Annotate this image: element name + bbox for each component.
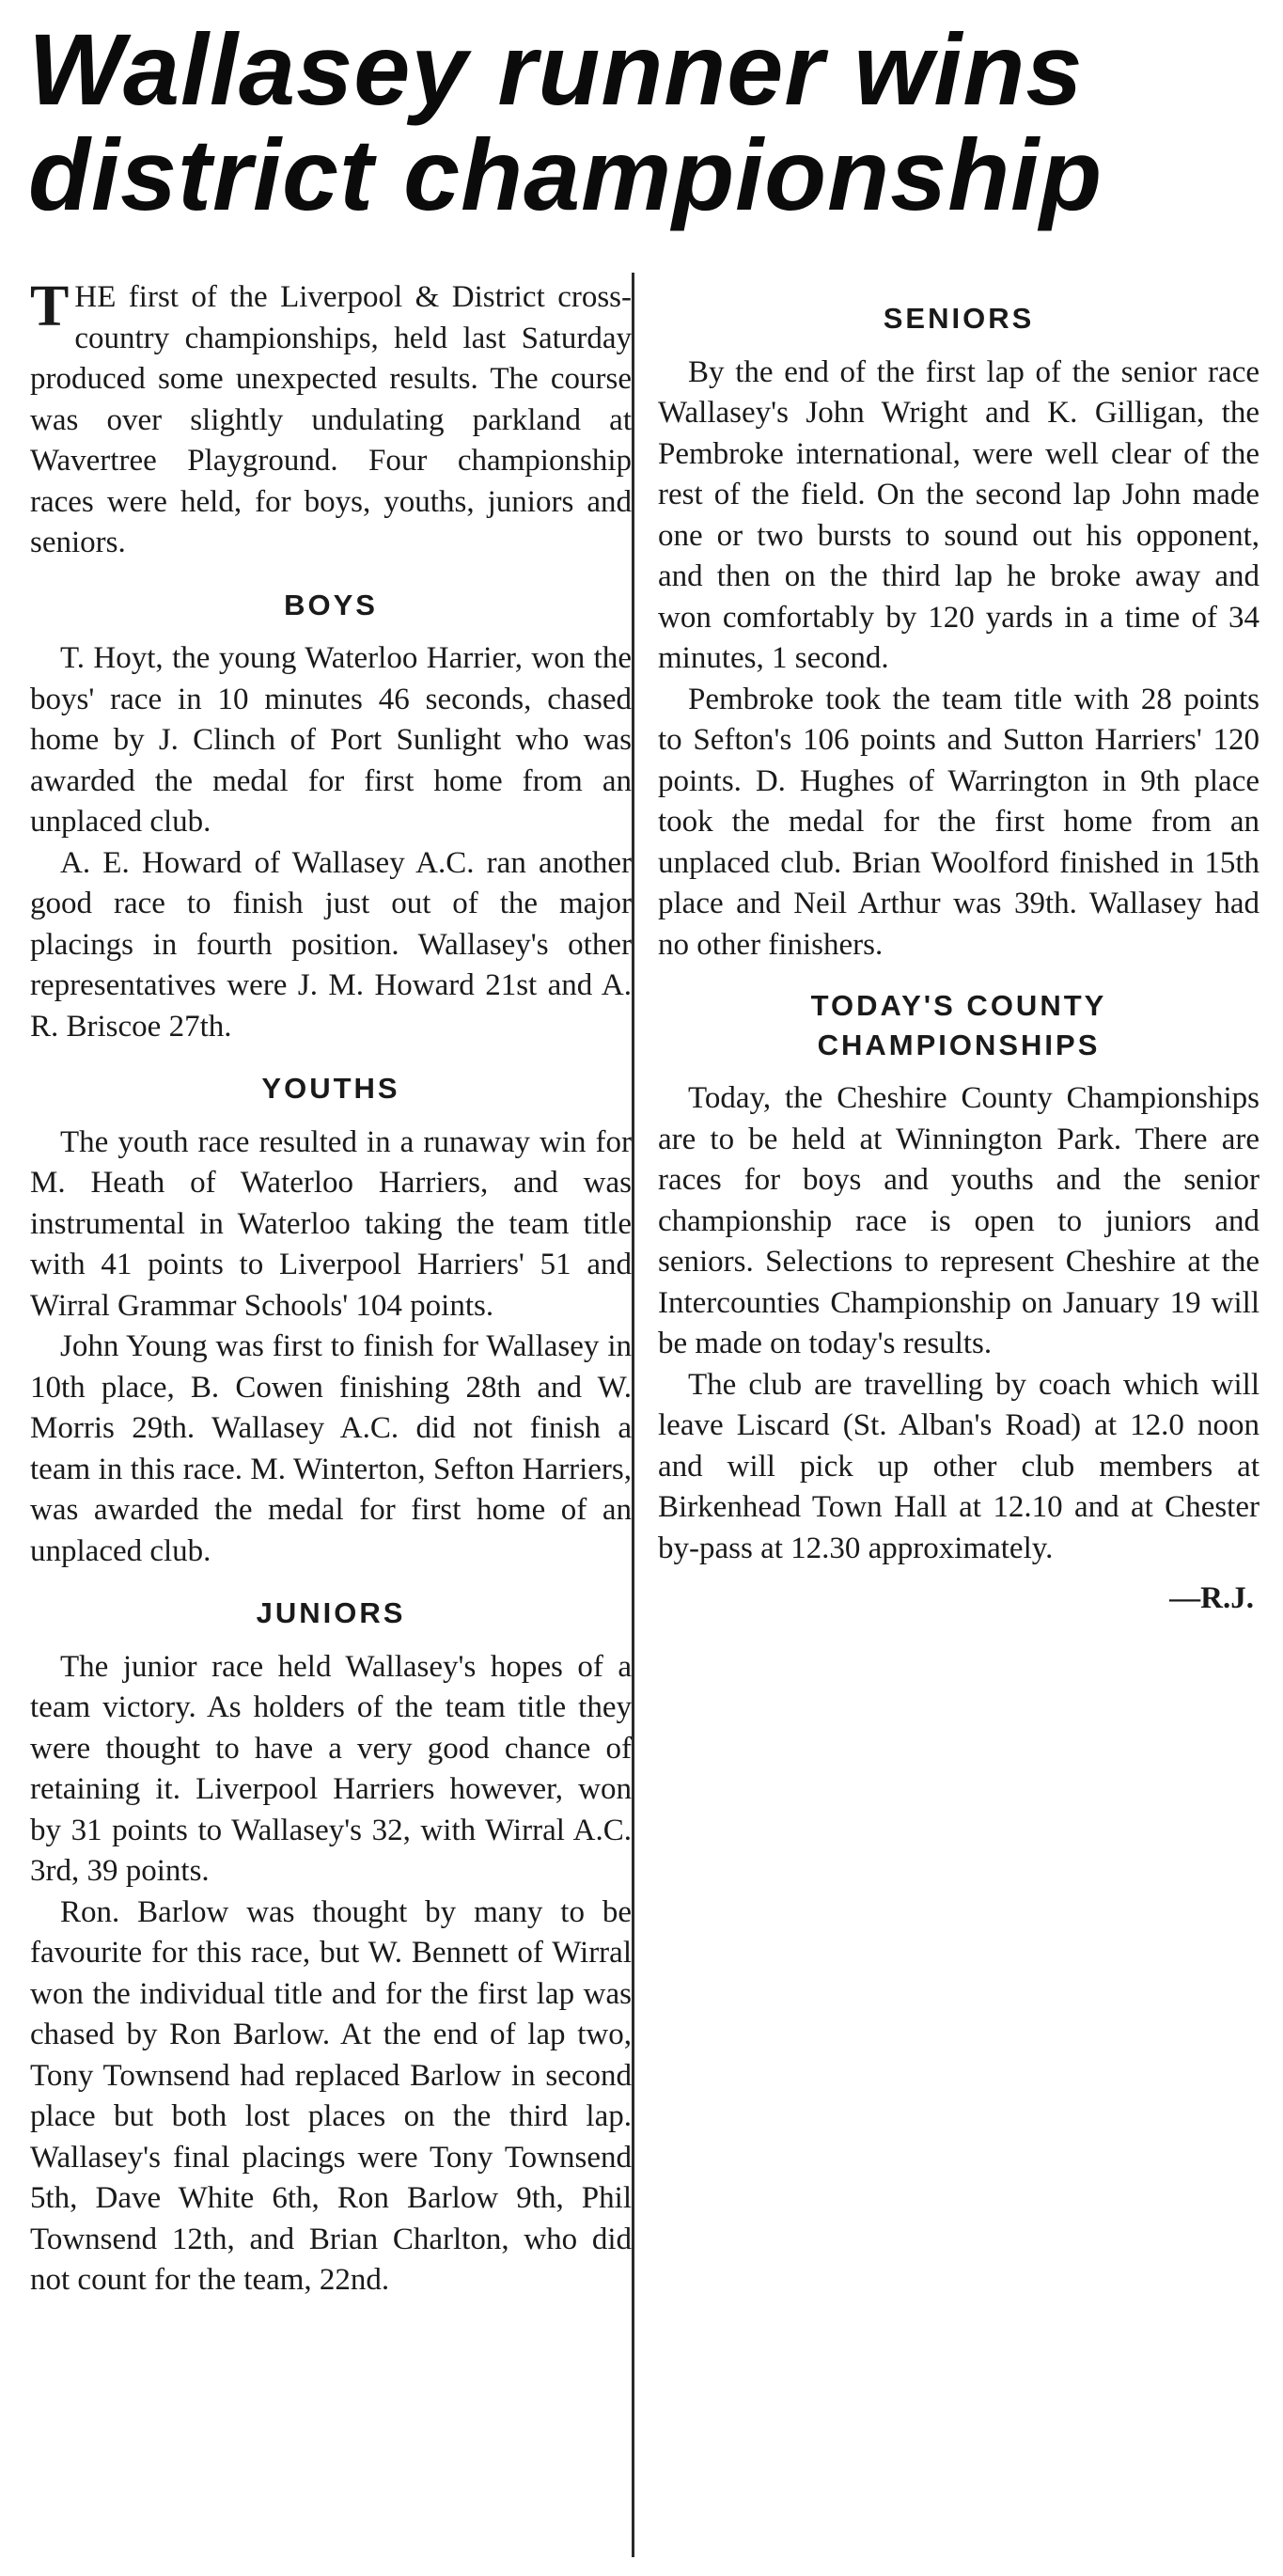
county-paragraph-1: Today, the Cheshire County Championships are to be held at Winnington Park. There are races for boys and youths and the senior championship race is open to juniors and seniors. Selections to represent Cheshire at the Intercounties Championship on January 19 will be made on today's results. [658,1081,1260,1360]
county-heading-line-1: TODAY'S COUNTY [810,989,1107,1022]
headline-line-2: district championship [28,118,1103,231]
column-divider [632,273,634,2557]
county-heading-line-2: CHAMPIONSHIPS [817,1029,1101,1061]
intro-paragraph [30,277,632,564]
drop-cap: T [30,275,70,338]
author-signature: —R.J. [1169,1581,1254,1615]
headline-line-1: Wallasey runner wins [28,12,1084,126]
youths-paragraph-1: The youth race resulted in a runaway win for M. Heath of Waterloo Harriers, and was instrumental in Waterloo taking the team title with 41 points to Liverpool Harriers' 51 and Wirral Grammar Schools' 104 points. [30,1124,632,1323]
county-heading [658,986,1260,1065]
article-column-right [658,277,1260,1620]
headline [28,12,1269,231]
boys-heading: BOYS [284,588,378,621]
seniors-heading: SENIORS [883,302,1035,335]
juniors-paragraph-2: Ron. Barlow was thought by many to be favourite for this race, but W. Bennett of Wirral won the individual title and for the first lap was chased by Ron Barlow. At the end of lap two, Tony Townsend had replaced Barlow in second place but both lost places on the third lap. Wallasey's final placings were Tony Townsend 5th, Dave White 6th, Ron Barlow 9th, Phil Townsend 12th, and Brian Charlton, who did not count for the team, 22nd. [30,1894,632,2297]
youths-paragraph-2: John Young was first to finish for Wallasey in 10th place, B. Cowen finishing 28th and W. Morris 29th. Wallasey A.C. did not finish a team in this race. M. Winterton, Sefton Harriers, was awarded the medal for first home of an unplaced club. [30,1329,632,1568]
youths-heading: YOUTHS [261,1072,400,1105]
boys-paragraph-2: A. E. Howard of Wallasey A.C. ran another good race to finish just out of the major placings in fourth position. Wallasey's other representatives were J. M. Howard 21st and A. R. Briscoe 27th. [30,845,632,1044]
boys-paragraph-1: T. Hoyt, the young Waterloo Harrier, won the boys' race in 10 minutes 46 seconds, chased home by J. Clinch of Port Sunlight who was awarded the medal for first home from an unplaced club. [30,641,632,839]
seniors-paragraph-2: Pembroke took the team title with 28 points to Sefton's 106 points and Sutton Harriers' 120 points. D. Hughes of Warrington in 9th place took the medal for the first home from an unplaced club. Brian Woolford finished in 15th place and Neil Arthur was 39th. Wallasey had no other finishers. [658,682,1260,962]
article-column-left [30,277,632,2301]
intro-text: HE first of the Liverpool & District cross-country championships, held last Saturday produced some unexpected results. The course was over slightly undulating parkland at Wavertree Playground. Four championship races were held, for boys, youths, juniors and seniors. [30,280,632,559]
county-paragraph-2: The club are travelling by coach which will leave Liscard (St. Alban's Road) at 12.0 noon and will pick up other club members at Birkenhead Town Hall at 12.10 and at Chester by-pass at 12.30 approximately. [658,1367,1260,1565]
seniors-paragraph-1: By the end of the first lap of the senior race Wallasey's John Wright and K. Gilligan, the Pembroke international, were well clear of the rest of the field. On the second lap John made one or two bursts to sound out his opponent, and then on the third lap he broke away and won comfortably by 120 yards in a time of 34 minutes, 1 second. [658,354,1260,675]
juniors-heading: JUNIORS [256,1596,406,1629]
juniors-paragraph-1: The junior race held Wallasey's hopes of a team victory. As holders of the team title they were thought to have a very good chance of retaining it. Liverpool Harriers however, won by 31 points to Wallasey's 32, with Wirral A.C. 3rd, 39 points. [30,1649,632,1888]
